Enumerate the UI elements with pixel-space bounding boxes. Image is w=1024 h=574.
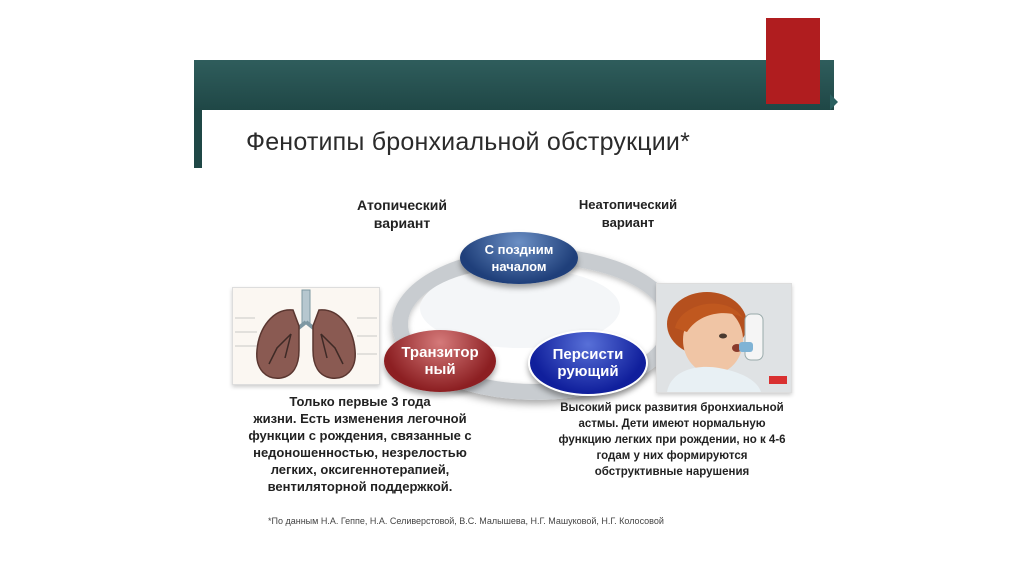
header-band-edge (194, 108, 202, 168)
persistent-desc-line2: астмы. Дети имеют нормальную (578, 418, 766, 430)
transient-desc-line3: функции с рождения, связанные с (248, 428, 472, 443)
child-inhaler-photo (656, 283, 792, 393)
atopic-label-line1: Атопический (357, 197, 447, 213)
late-onset-bubble (460, 232, 578, 284)
non-atopic-label-line1: Неатопический (578, 197, 678, 212)
persistent-bubble (528, 330, 648, 396)
persistent-desc-line3: функцию легких при рождении, но к 4-6 (558, 434, 786, 446)
header-band (194, 60, 834, 110)
transient-desc-line2: жизни. Есть изменения легочной (253, 411, 467, 426)
corner-arrow-icon (830, 94, 838, 110)
transient-desc-line1: Только первые 3 года (289, 394, 431, 409)
transient-bubble (384, 330, 496, 392)
slide-title: Фенотипы бронхиальной обструкции* (246, 128, 691, 156)
transient-desc-line5: легких, оксигеннотерапией, (270, 462, 450, 477)
child-inhaler-icon (657, 284, 791, 392)
persistent-line2: рующий (557, 363, 619, 380)
transient-line1: Транзитор (401, 344, 479, 361)
transient-line2: ный (424, 361, 456, 378)
transient-desc-line4: недоношенностью, незрелостью (253, 445, 467, 460)
persistent-description (536, 400, 808, 480)
source-footnote: *По данным Н.А. Геппе, Н.А. Селиверстовой, В.С. Малышева, Н.Г. Машуковой, Н.Г. Колосовой (268, 516, 664, 526)
lungs-illustration (232, 287, 380, 385)
transient-desc-line6: вентиляторной поддержкой. (267, 479, 453, 494)
lungs-icon (233, 288, 379, 384)
non-atopic-label-line2: вариант (601, 215, 655, 230)
persistent-desc-line4: годам у них формируются (596, 450, 748, 462)
late-onset-line1: С поздним (484, 242, 554, 257)
persistent-desc-line5: обструктивные нарушения (594, 466, 750, 478)
persistent-desc-line1: Высокий риск развития бронхиальной (560, 402, 784, 414)
persistent-line1: Персисти (552, 346, 624, 363)
non-atopic-label (566, 196, 690, 232)
accent-square (766, 18, 820, 104)
transient-description (210, 393, 510, 495)
atopic-label-line2: вариант (373, 215, 431, 231)
late-onset-line2: началом (491, 259, 547, 274)
atopic-label (344, 196, 460, 232)
